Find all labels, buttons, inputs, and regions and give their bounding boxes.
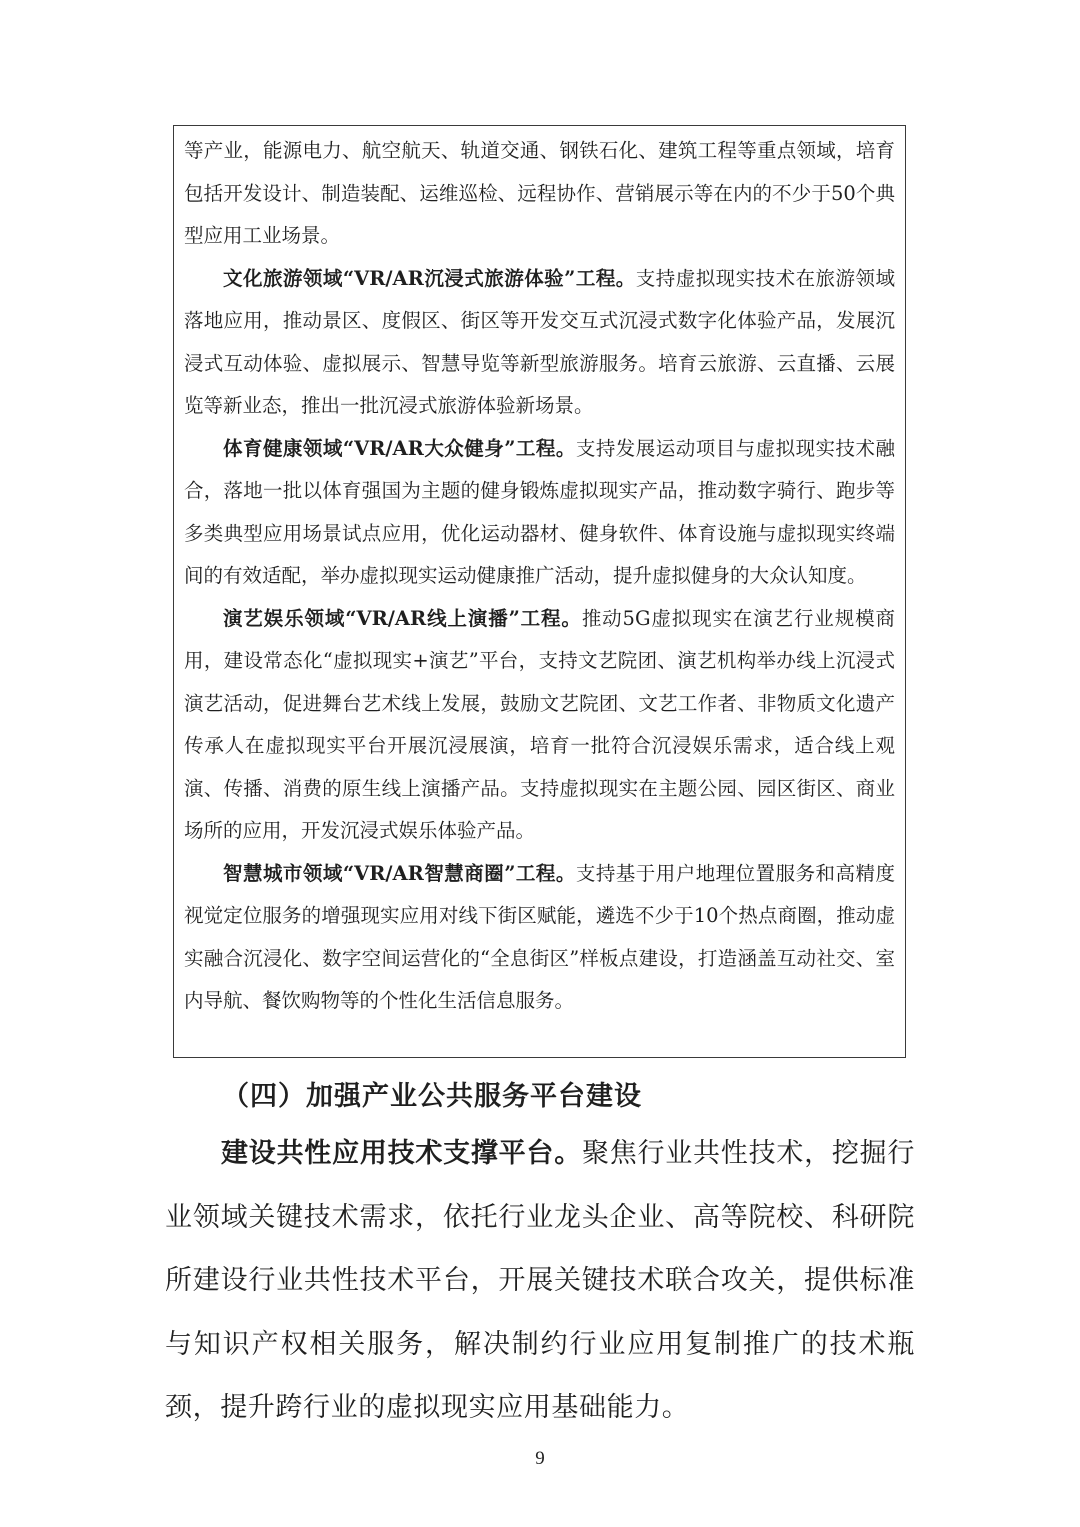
boxed-project-list bbox=[173, 125, 906, 1058]
industry-scenarios-paragraph bbox=[184, 130, 895, 258]
culture-tourism-paragraph bbox=[184, 258, 895, 428]
culture-tourism-text: 支持虚拟现实技术在旅游领域落地应用，推动景区、度假区、街区等开发交互式沉浸式数字化体验产品，发展沉浸式互动体验、虚拟展示、智慧导览等新型旅游服务。培育云旅游、云直播、云展览等新业态，推出一批沉浸式旅游体验新场景。 bbox=[184, 266, 895, 417]
sports-health-title: 体育健康领域“VR/AR大众健身”工程。 bbox=[223, 436, 576, 460]
platform-title: 建设共性应用技术支撑平台。 bbox=[221, 1138, 582, 1169]
sports-health-paragraph bbox=[184, 428, 895, 598]
smart-city-text: 支持基于用户地理位置服务和高精度视觉定位服务的增强现实应用对线下街区赋能，遴选不少于10个热点商圈，推动虚实融合沉浸化、数字空间运营化的“全息街区”样板点建设，打造涵盖互动社交、室内导航、餐饮购物等的个性化生活信息服务。 bbox=[184, 861, 895, 1012]
smart-city-paragraph bbox=[184, 853, 895, 1023]
page-number: 9 bbox=[535, 1448, 545, 1469]
performing-arts-title: 演艺娱乐领域“VR/AR线上演播”工程。 bbox=[223, 606, 582, 630]
performing-arts-text: 推动5G虚拟现实在演艺行业规模商用，建设常态化“虚拟现实+演艺”平台，支持文艺院团、演艺机构举办线上沉浸式演艺活动，促进舞台艺术线上发展，鼓励文艺院团、文艺工作者、非物质文化遗产传承人在虚拟现实平台开展沉浸展演，培育一批符合沉浸娱乐需求，适合线上观演、传播、消费的原生线上演播产品。支持虚拟现实在主题公园、园区街区、商业场所的应用，开发沉浸式娱乐体验产品。 bbox=[184, 606, 896, 842]
smart-city-title: 智慧城市领域“VR/AR智慧商圈”工程。 bbox=[223, 861, 576, 885]
section-heading: （四）加强产业公共服务平台建设 bbox=[222, 1081, 642, 1112]
performing-arts-paragraph bbox=[184, 598, 895, 853]
sports-health-text: 支持发展运动项目与虚拟现实技术融合，落地一批以体育强国为主题的健身锻炼虚拟现实产品，推动数字骑行、跑步等多类典型应用场景试点应用，优化运动器材、健身软件、体育设施与虚拟现实终端间的有效适配，举办虚拟现实运动健康推广活动，提升虚拟健身的大众认知度。 bbox=[184, 436, 895, 587]
platform-text: 聚焦行业共性技术，挖掘行业领域关键技术需求，依托行业龙头企业、高等院校、科研院所建设行业共性技术平台，开展关键技术联合攻关，提供标准与知识产权相关服务，解决制约行业应用复制推广的技术瓶颈，提升跨行业的虚拟现实应用基础能力。 bbox=[165, 1138, 915, 1423]
industry-scenarios-text: 等产业，能源电力、航空航天、轨道交通、钢铁石化、建筑工程等重点领域，培育包括开发设计、制造装配、运维巡检、远程协作、营销展示等在内的不少于50个典型应用工业场景。 bbox=[184, 139, 895, 247]
platform-paragraph bbox=[165, 1122, 915, 1440]
culture-tourism-title: 文化旅游领域“VR/AR沉浸式旅游体验”工程。 bbox=[223, 266, 636, 290]
